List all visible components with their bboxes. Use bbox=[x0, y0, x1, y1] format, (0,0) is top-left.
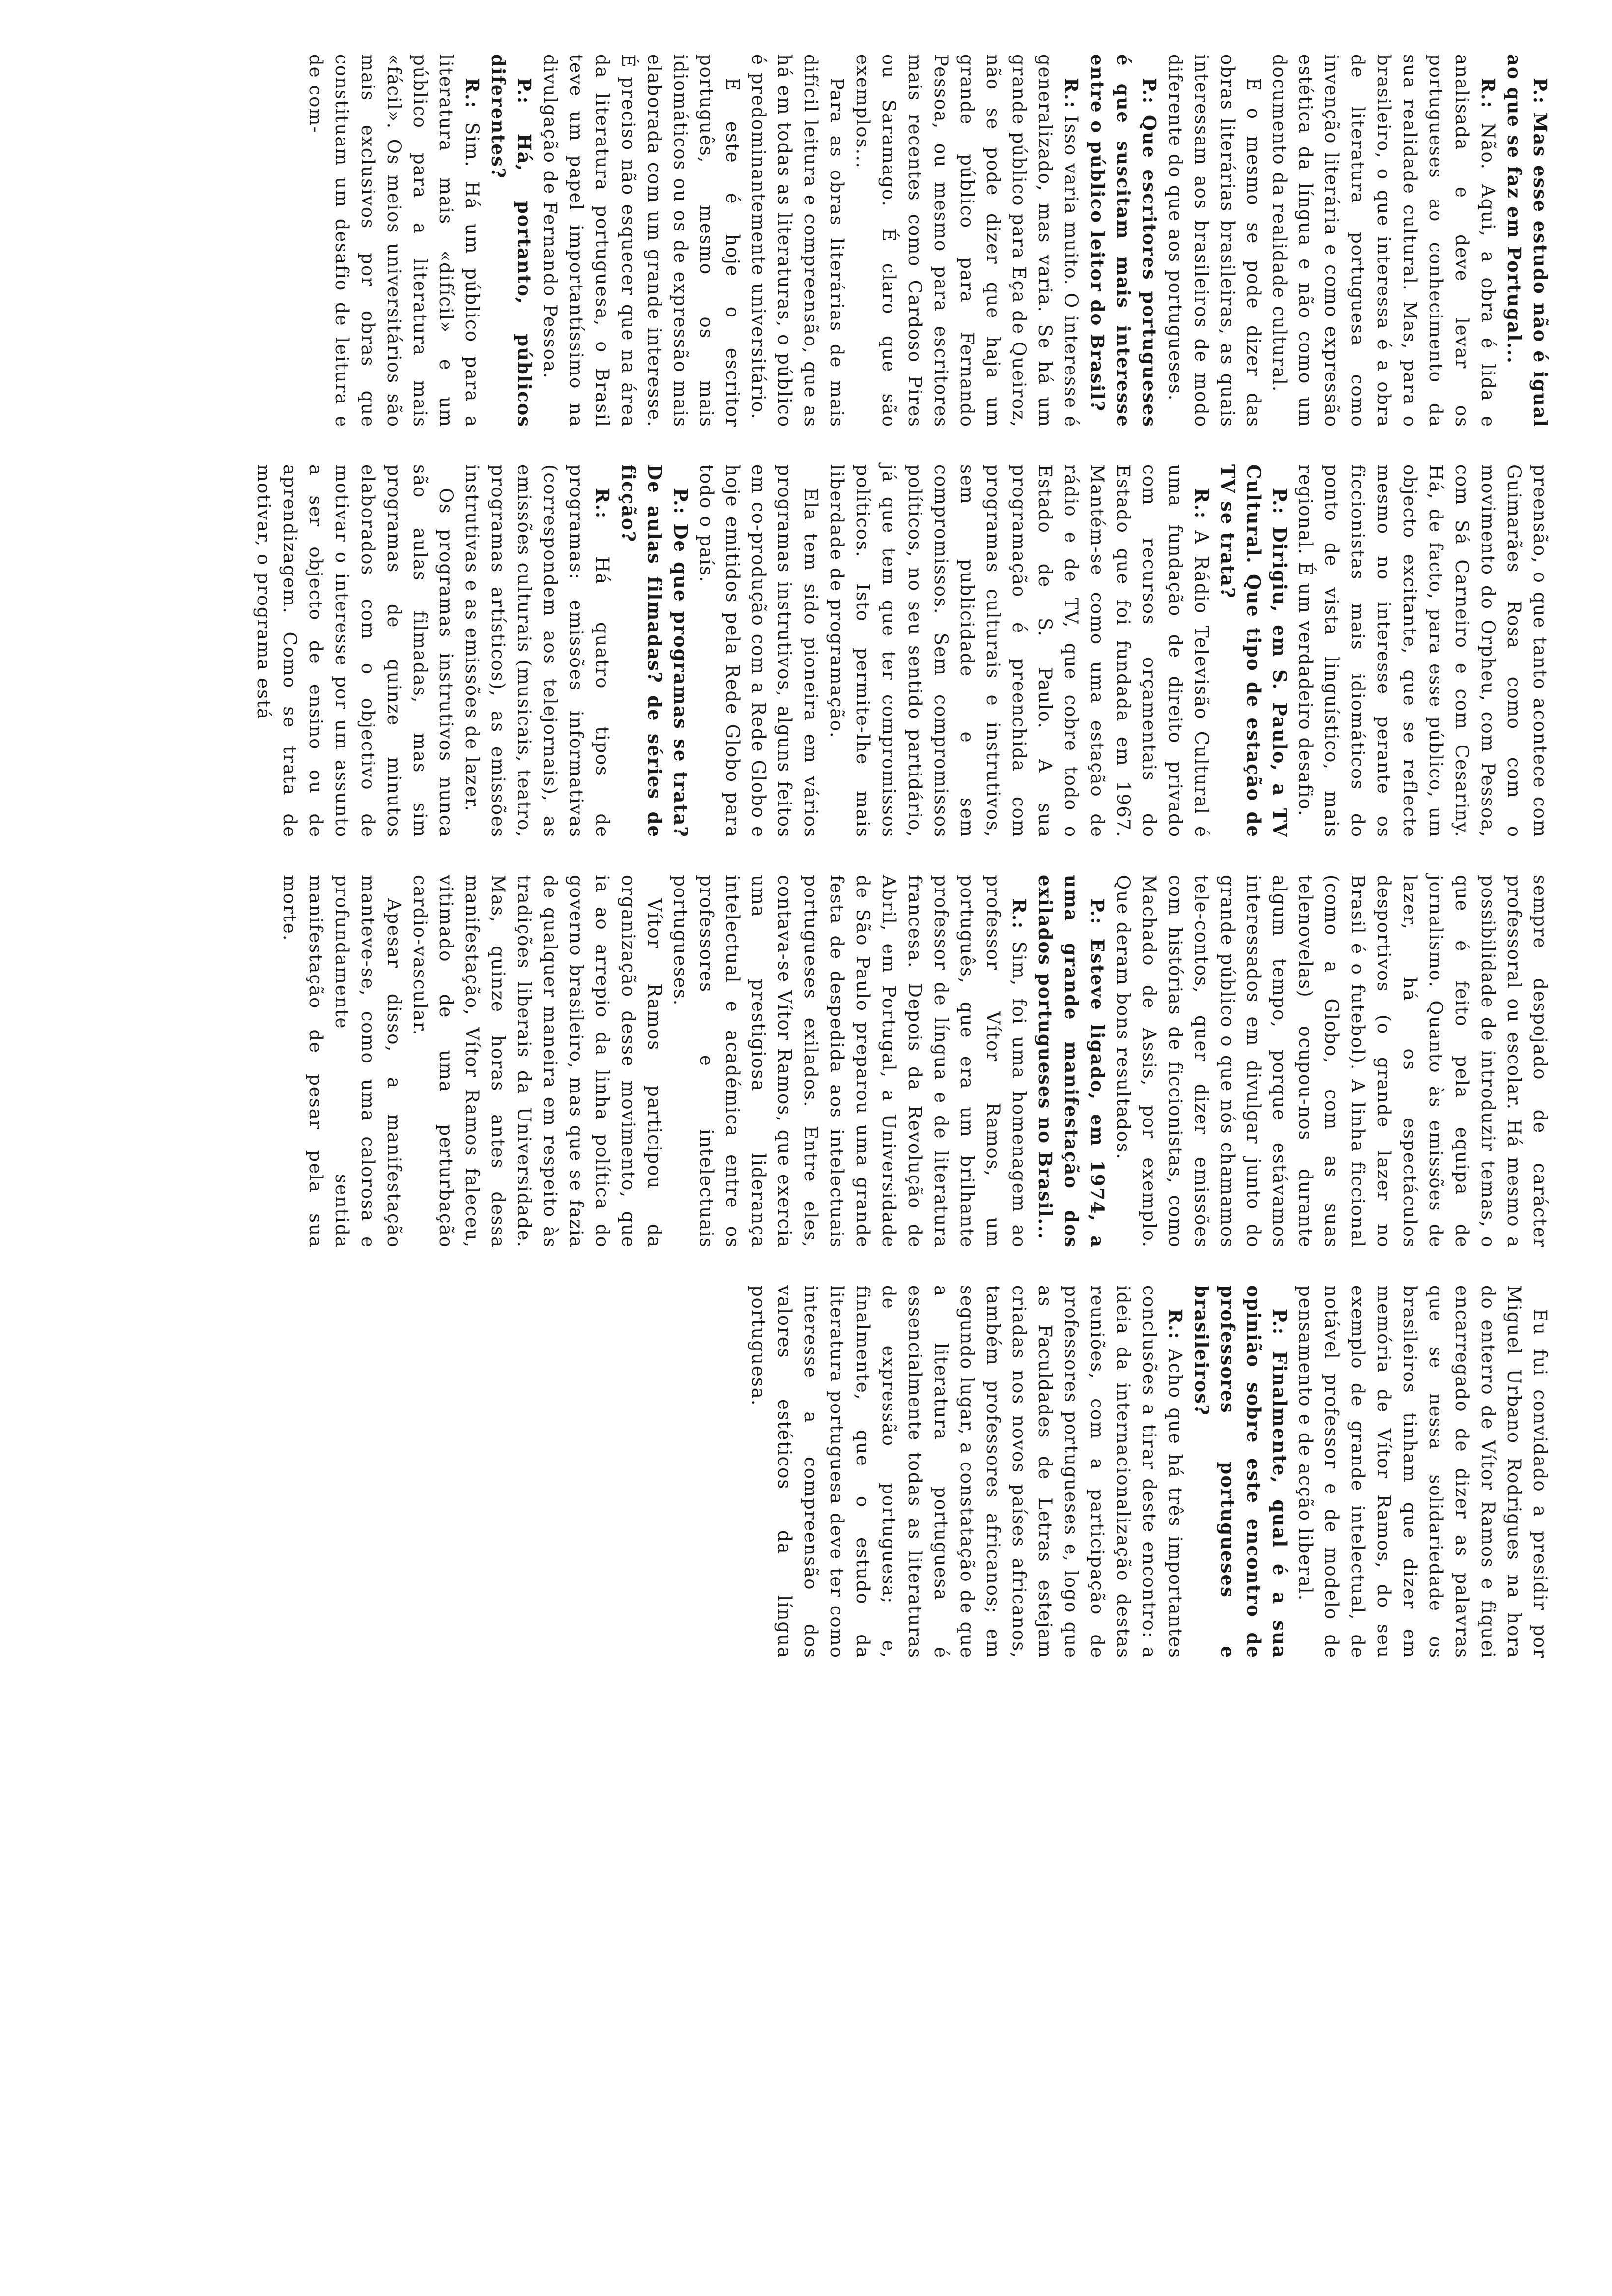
answer-text: Sim. Há um público para a literatura mais «difícil» e um público para a literatura mais «fácil». Os meios universitários são mais exclusivos por obras que constituam um desafio de leitura e de com- bbox=[305, 54, 483, 428]
answer-text: Há quatro tipos de programas: emissões informativas (correspondem aos telejornais), as emissões culturais (musicais, teatro, programas artísticos), as emissões instrutivas e as emissões de lazer. bbox=[461, 464, 613, 838]
answer-text: Sim, foi uma homenagem ao professor Vítor Ramos, um português, que era um brilhante professor de língua e de literatura francesa. Depois da Revolução de Abril, em Portugal, a Universidade de São Paulo preparou uma grande festa de despedida aos intelectuais portugueses exilados. Entre eles, contava-se Vítor Ramos, que exercia uma prestigiosa liderança intelectual e académica entre os professores e intelectuais portugueses. bbox=[670, 875, 1030, 1248]
answer-lead: R.: bbox=[1061, 78, 1082, 109]
question: P.: De que programas se trata? De aulas filmadas? de séries de ficção? bbox=[618, 464, 691, 838]
answer-text: Não. Aqui, a obra é lida e analisada e deve levar os portugueses ao conhecimento da sua realidade cultural. Mas, para o brasileiro, o que interessa é a obra de literatura portuguesa como invenção literária e como expressão estética da língua e não como um documento da realidade cultural. bbox=[1269, 54, 1498, 428]
question: P.: Esteve ligado, em 1974, a uma grande manifestação dos exilados portugueses no Brasil... bbox=[1035, 875, 1108, 1248]
question: P.: Que escritores portugueses é que suscitam mais interesse entre o público leitor do Brasil? bbox=[1087, 54, 1160, 428]
paragraph: Vítor Ramos participou da organização desse movimento, que ia ao arrepio da linha política do governo brasileiro, mas que se fazia de qualquer maneira em respeito às tradições liberais da Universidade. Mas, quinze horas antes dessa manifestação, Vítor Ramos faleceu, vitimado de uma perturbação cardio-vascular. bbox=[409, 875, 665, 1248]
answer bbox=[824, 464, 1214, 838]
paragraph-continued: preensão, o que tanto acontece com Guimarães Rosa como com o movimento do Orpheu, com Pessoa, com Sá Carneiro e com Cesariny. Há, de facto, para esse público, um objecto excitante, que se reflecte mesmo no interesse perante os ficcionistas mais idiomáticos do ponto de vista linguístico, mais regional. É um verdadeiro desafio. bbox=[1295, 464, 1551, 838]
answer-lead: R.: bbox=[1477, 78, 1499, 109]
paragraph: Apesar disso, a manifestação manteve-se, como uma calorosa e profundamente sentida manifestação de pesar pela sua morte. bbox=[279, 875, 404, 1248]
answer-text: Acho que há três importantes conclusões a tirar deste encontro: a ideia da internacionalização destas reuniões, com a participação de professores portugueses e, logo que as Faculdades de Letras estejam criadas nos novos países africanos, também professores africanos; em segundo lugar, a constatação de que a literatura portuguesa é essencialmente todas as literaturas de expressão portuguesa; e, finalmente, que o estudo da literatura portuguesa deve ter como interesse a compreensão dos valores estéticos da língua portuguesa. bbox=[748, 1285, 1186, 1659]
text-column-2 bbox=[251, 464, 1553, 838]
answer-lead: R.: bbox=[461, 78, 483, 109]
answer bbox=[746, 1285, 1188, 1659]
paragraph: E o mesmo se pode dizer das obras literárias brasileiras, as quais interessam aos brasileiros de modo diferente do que aos portugueses. bbox=[1165, 54, 1264, 428]
answer bbox=[1267, 54, 1501, 428]
answer bbox=[850, 54, 1084, 428]
answer bbox=[459, 464, 615, 838]
answer bbox=[667, 875, 1032, 1248]
text-column-1 bbox=[303, 54, 1553, 428]
answer-lead: R.: bbox=[592, 488, 613, 519]
text-column-4 bbox=[746, 1285, 1553, 1659]
paragraph-continued: sempre despojado de carácter professoral ou escolar. Há mesmo a possibilidade de introduzir temas, o que é feito pela equipa de jornalismo. Quanto às emissões de lazer, há os espectáculos desportivos (o grande lazer no Brasil é o futebol). A linha ficcional (como a Globo, com as suas telenovelas) ocupou-nos durante algum tempo, porque estávamos interessados em divulgar junto do grande público o que nós chamamos tele-contos, quer dizer emissões com histórias de ficcionistas, como Machado de Assis, por exemplo. Que deram bons resultados. bbox=[1113, 875, 1551, 1248]
paragraph: Ela tem sido pioneira em vários programas instrutivos, alguns feitos em co-produção com a Rede Globo e hoje emitidos pela Rede Globo para todo o país. bbox=[696, 464, 821, 838]
paragraph: Eu fui convidado a presidir por Miguel Urbano Rodrigues na hora do enterro de Vítor Ramos e fiquei encarregado de dizer as palavras que se nessa solidariedade os brasileiros tinham que dizer em memória de Vítor Ramos, do seu exemplo de grande intelectual, de notável professor e de modelo de pensamento e de acção liberal. bbox=[1295, 1285, 1551, 1659]
answer bbox=[303, 54, 485, 428]
question: P.: Dirigiu, em S. Paulo, a TV Cultural. Que tipo de estação de TV se trata? bbox=[1217, 464, 1291, 838]
paragraph: Os programas instrutivos nunca são aulas filmadas, mas sim programas de quinze minutos elaborados com o objectivo de motivar o interesse por um assunto a ser objecto de ensino ou de aprendizagem. Como se trata de motivar, o programa está bbox=[253, 464, 457, 838]
question: P.: Mas esse estudo não é igual ao que se faz em Portugal... bbox=[1503, 54, 1551, 428]
question: P.: Há, portanto, públicos diferentes? bbox=[488, 54, 535, 428]
answer-lead: R.: bbox=[1008, 898, 1030, 930]
paragraph: Para as obras literárias de mais difícil leitura e compreensão, que as há em todas as literaturas, o público é predominantemente universitário. bbox=[748, 54, 847, 428]
paragraph: E este é hoje o escritor português, mesmo os mais idiomáticos ou os de expressão mais elaborada com um grande interesse. É preciso não esquecer que na área da literatura portuguesa, o Brasil teve um papel importantíssimo na divulgação de Fernando Pessoa. bbox=[540, 54, 743, 428]
question: P.: Finalmente, qual é a sua opinião sobre este encontro de professores portugueses e brasileiros? bbox=[1191, 1285, 1291, 1659]
answer-text: A Rádio Televisão Cultural é uma fundação de direito privado com recursos orçamentais do Estado que foi fundada em 1967. Mantém-se como uma estação de rádio e de TV, que cobre todo o Estado de S. Paulo. A sua programação é preenchida com programas culturais e instrutivos, sem publicidade e sem compromissos. Sem compromissos políticos, no seu sentido partidário, já que tem que ter compromissos políticos. Isto permite-lhe mais liberdade de programação. bbox=[826, 464, 1212, 838]
answer-text: Isso varia muito. O interesse é generalizado, mas varia. Se há um grande público para Eça de Queiroz, não se pode dizer que haja um grande público para Fernando Pessoa, ou mesmo para escritores mais recentes como Cardoso Pires ou Saramago. É claro que são exemplos... bbox=[852, 54, 1082, 428]
text-column-3 bbox=[277, 875, 1553, 1248]
answer-lead: R.: bbox=[1191, 488, 1212, 519]
answer-lead: R.: bbox=[1165, 1309, 1186, 1340]
